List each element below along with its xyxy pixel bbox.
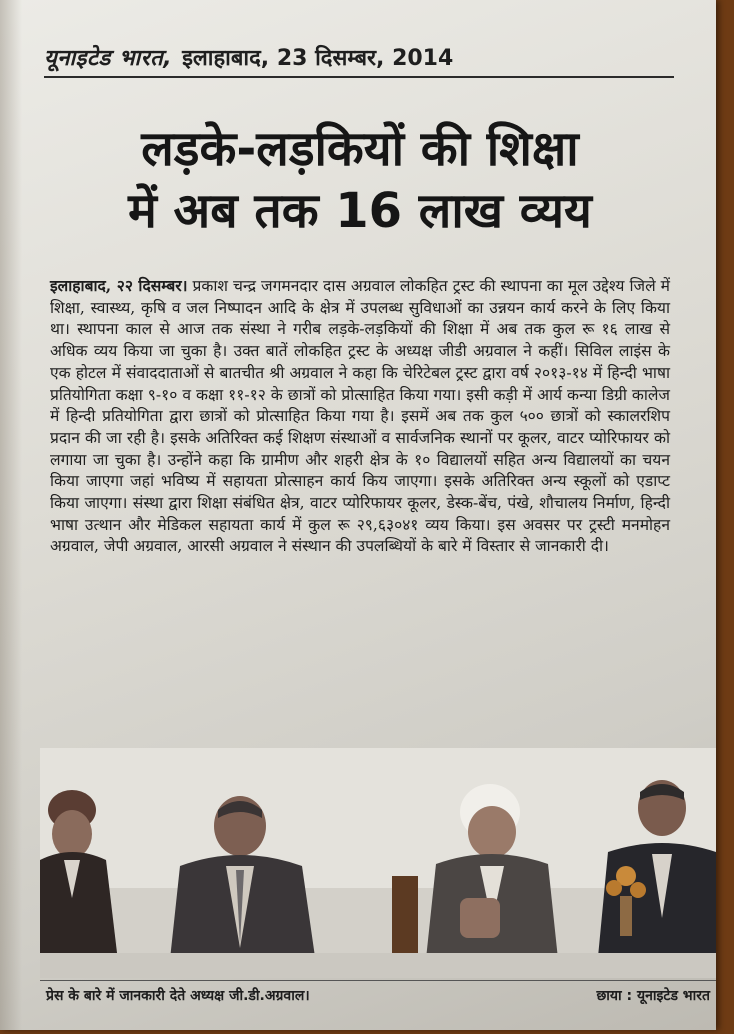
headline-line-1: लड़के-लड़कियों की शिक्षा: [141, 121, 579, 177]
article-text: प्रकाश चन्द्र जगमनदार दास अग्रवाल लोकहित ट्रस्ट की स्थापना का मूल उद्देश्य जिले में शिक्षा, स्वास्थ्य, कृषि व जल निष्पादन आदि के क्षेत्र में उपलब्ध सुविधाओं का उन्नयन कार्य करने के लिए किया था। स्थापना काल से आज तक संस्था ने गरीब लड़के-लड़कियों की शिक्षा में अब तक कुल रू १६ लाख से अधिक व्यय किया जा चुका है। उक्त बातें लोकहित ट्रस्ट के अध्यक्ष जीडी अग्रवाल ने कहीं। सिविल लाइंस के एक होटल में संवाददाताओं से बातचीत श्री अग्रवाल ने कहा कि चेरिटेबल ट्रस्ट द्वारा वर्ष २०१३-१४ में हिन्दी भाषा प्रतियोगिता कक्षा ९-१० व कक्षा ११-१२ के छात्रों को प्रोत्साहित किया गया। इसी कड़ी में आर्य कन्या डिग्री कालेज में हिन्दी प्रतियोगिता द्वारा छात्रों को प्रोत्साहित किया गया है। इसमें अब तक कुल ५०० छात्रों को स्कालरशिप प्रदान की जा रही है। इसके अतिरिक्त कई शिक्षण संस्थाओं व सार्वजनिक स्थानों पर कूलर, वाटर प्योरिफायर को लगाया जा चुका है। उन्होंने कहा कि ग्रामीण और शहरी क्षेत्र के १० विद्यालयों सहित अन्य विद्यालयों का चयन किया जाएगा जहां भविष्य में सहायता प्रोत्साहन कार्य किय जाएगा। इसके अतिरिक्त अन्य स्कूलों को एडाप्ट किया जाएगा। संस्था द्वारा शिक्षा संबंधित क्षेत्र, वाटर प्योरिफायर कूलर, डेस्क-बेंच, पंखे, शौचालय निर्माण, हिन्दी भाषा उत्थान और मेडिकल सहायता कार्य में कुल रू २९,६३०४१ व्यय किया। इस अवसर पर ट्रस्टी मनमोहन अग्रवाल, जेपी अग्रवाल, आरसी अग्रवाल ने संस्थान की उपलब्धियों के बारे में विस्तार से जानकारी दी।: [50, 277, 670, 556]
paper-edge-shadow: [0, 0, 22, 1030]
photo-caption: प्रेस के बारे में जानकारी देते अध्यक्ष जी.डी.अग्रवाल।: [46, 987, 310, 1004]
newspaper-name: यूनाइटेड भारत,: [44, 46, 173, 71]
photo-credit: छाया : यूनाइटेड भारत: [596, 987, 710, 1004]
press-photo: [40, 748, 716, 978]
headline-line-2: में अब तक 16 लाख व्यय: [128, 183, 592, 239]
masthead: [44, 30, 674, 78]
headline: [40, 118, 680, 242]
photo-caption-bar: [40, 980, 716, 1009]
dateline: इलाहाबाद, 23 दिसम्बर, 2014: [182, 46, 454, 71]
article-body: [50, 275, 670, 558]
article-location: इलाहाबाद, २२ दिसम्बर।: [50, 276, 188, 295]
press-photo-illustration: [40, 748, 716, 978]
